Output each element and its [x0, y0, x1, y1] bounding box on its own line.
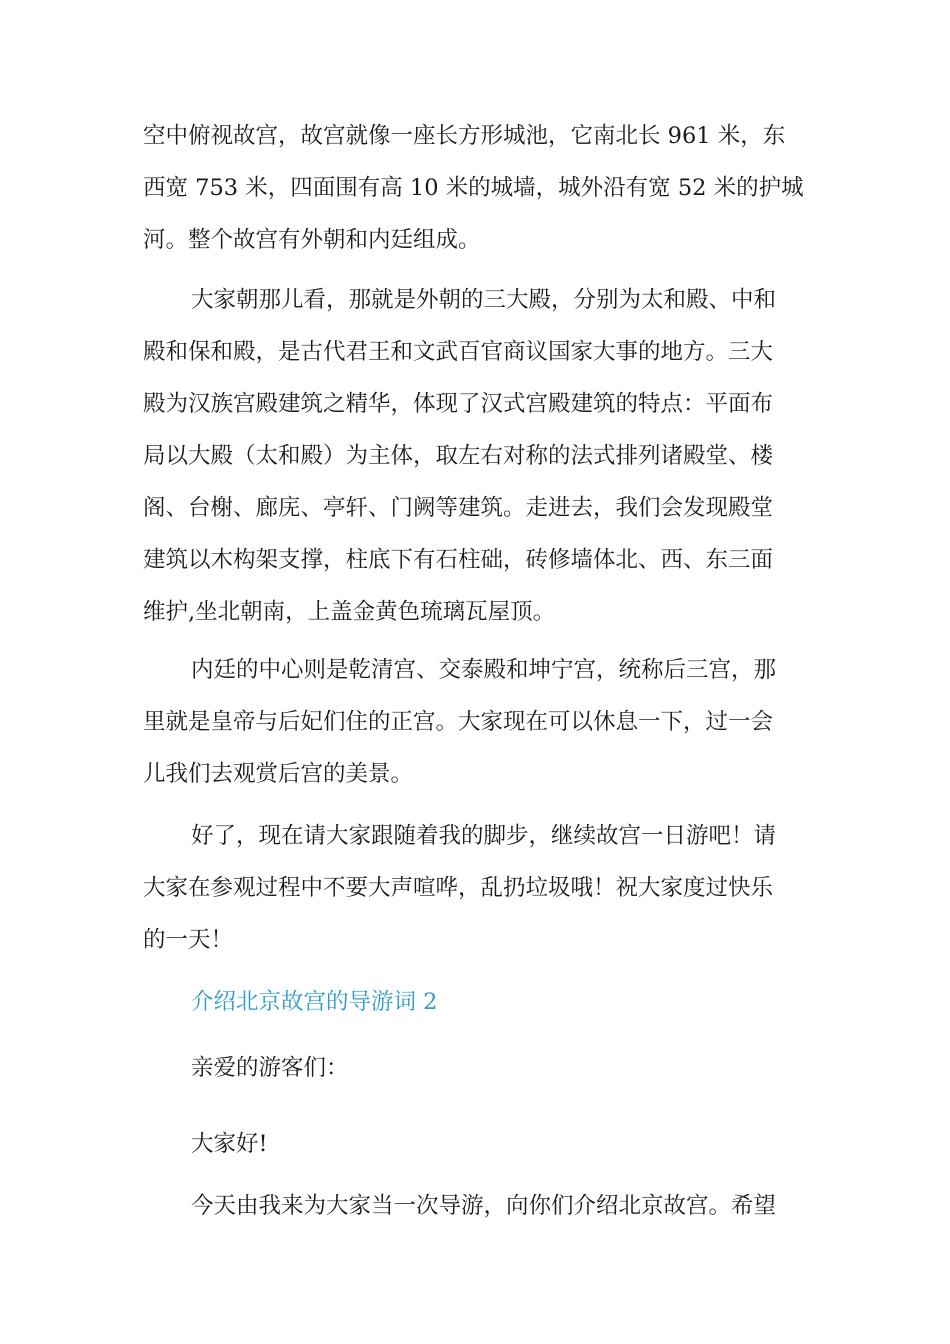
paragraph-2	[143, 274, 815, 638]
paragraph-line: 空中俯视故宫，故宫就像一座长方形城池，它南北长 961 米，东	[143, 123, 786, 149]
greeting-text: 亲爱的游客们：	[191, 1055, 349, 1081]
paragraph-line: 殿为汉族宫殿建筑之精华，体现了汉式宫殿建筑的特点：平面布	[143, 391, 774, 417]
paragraph-1	[143, 110, 815, 266]
hello-block	[143, 1118, 815, 1170]
paragraph-line: 大家在参观过程中不要大声喧哗，乱扔垃圾哦！祝大家度过快乐	[143, 875, 774, 901]
paragraph-line: 今天由我来为大家当一次导游，向你们介绍北京故宫。希望	[191, 1193, 777, 1219]
paragraph-line: 维护,坐北朝南，上盖金黄色琉璃瓦屋顶。	[143, 599, 556, 625]
paragraph-line: 殿和保和殿，是古代君王和文武百官商议国家大事的地方。三大	[143, 339, 774, 365]
paragraph-5	[143, 1180, 815, 1232]
paragraph-line: 内廷的中心则是乾清宫、交泰殿和坤宁宫，统称后三宫，那	[191, 657, 777, 683]
section-heading: 介绍北京故宫的导游词 2	[191, 989, 438, 1015]
paragraph-line: 儿我们去观赏后宫的美景。	[143, 761, 414, 787]
paragraph-4	[143, 810, 815, 966]
paragraph-line: 里就是皇帝与后妃们住的正宫。大家现在可以休息一下，过一会	[143, 709, 774, 735]
section-heading-block	[143, 976, 815, 1028]
greeting-block	[143, 1042, 815, 1094]
paragraph-3	[143, 644, 815, 800]
paragraph-line: 好了，现在请大家跟随着我的脚步，继续故宫一日游吧！请	[191, 823, 777, 849]
hello-text: 大家好!	[191, 1131, 268, 1157]
paragraph-line: 局以大殿（太和殿）为主体，取左右对称的法式排列诸殿堂、楼	[143, 443, 774, 469]
paragraph-line: 阁、台榭、廊庑、亭轩、门阙等建筑。走进去，我们会发现殿堂	[143, 495, 774, 521]
paragraph-line: 河。整个故宫有外朝和内廷组成。	[143, 227, 481, 253]
paragraph-line: 建筑以木构架支撑，柱底下有石柱础，砖修墙体北、西、东三面	[143, 547, 774, 573]
paragraph-line: 西宽 753 米，四面围有高 10 米的城墙，城外沿有宽 52 米的护城	[143, 175, 804, 201]
paragraph-line: 大家朝那儿看，那就是外朝的三大殿，分别为太和殿、中和	[191, 287, 777, 313]
paragraph-line: 的一天！	[143, 927, 234, 953]
